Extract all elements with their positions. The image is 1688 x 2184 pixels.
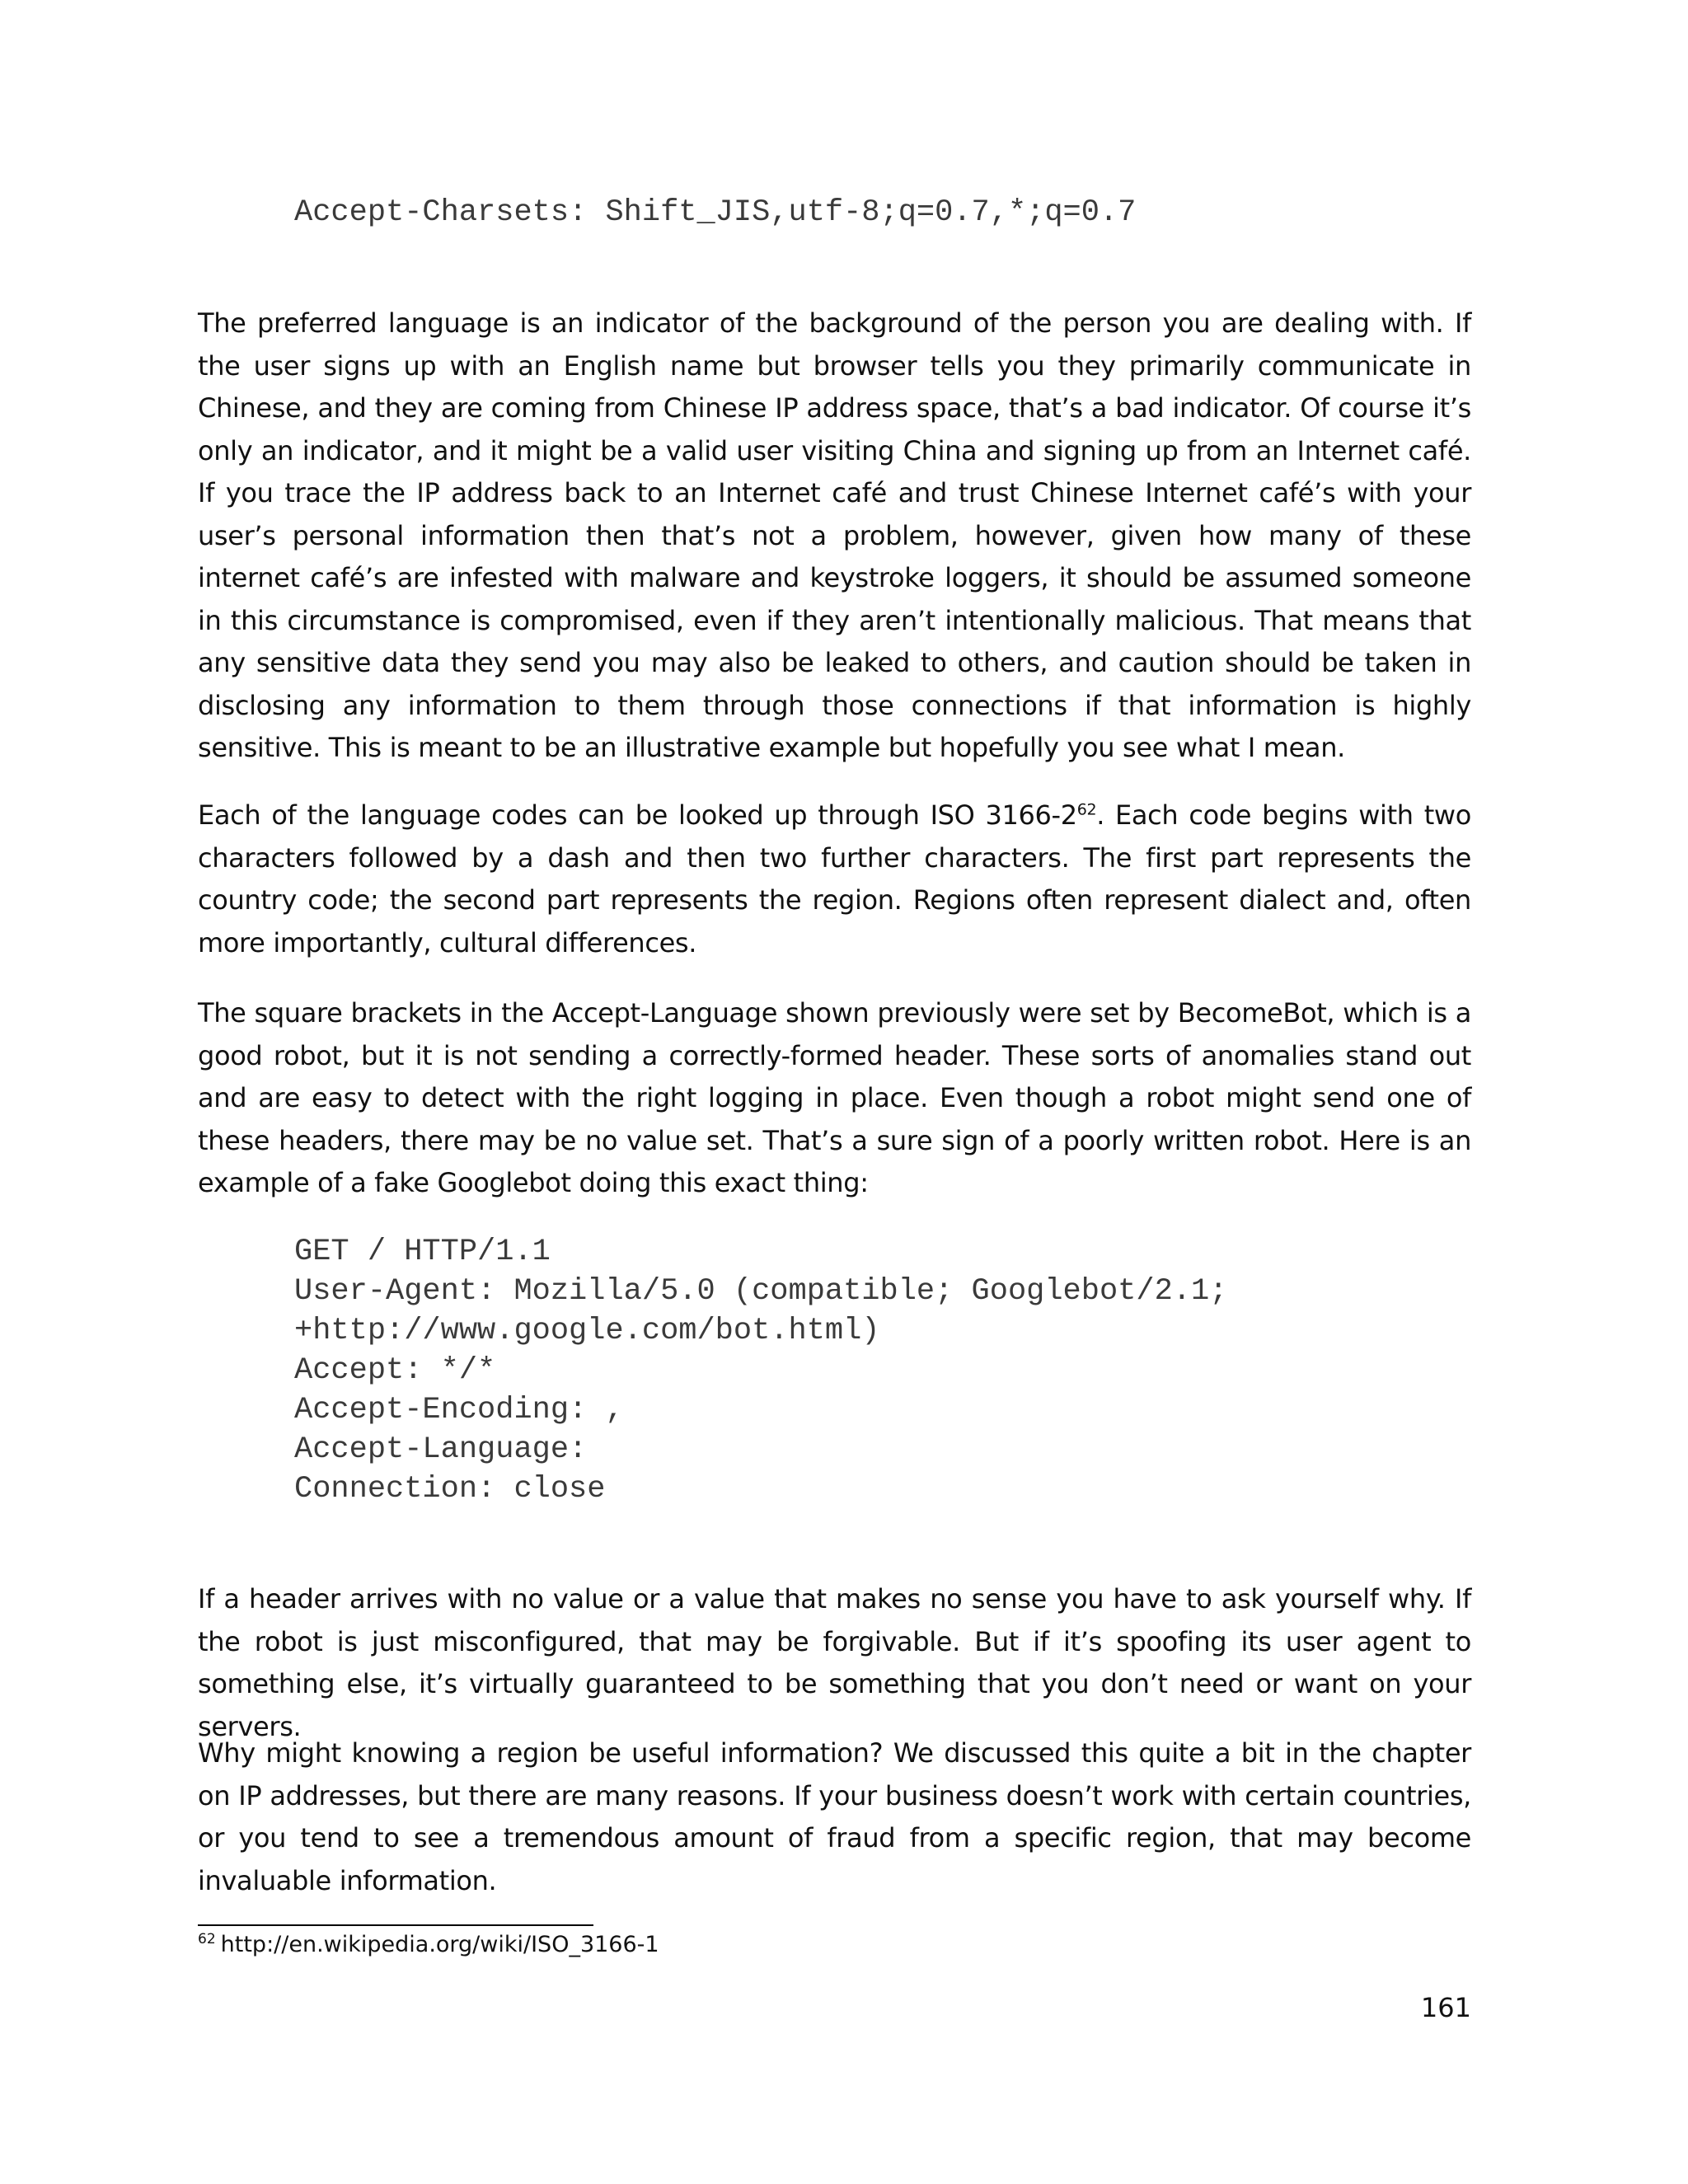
code-line: Connection: close	[294, 1472, 606, 1507]
footnote-divider	[198, 1924, 593, 1926]
code-line: Accept-Encoding: ,	[294, 1393, 624, 1427]
paragraph-header-no-value: If a header arrives with no value or a value that makes no sense you have to ask yourself why. If the robot is just misconfigured, that may be forgivable. But if it’s spoofing its user agent to something else, it’s virtually guaranteed to be something that you don’t need or want on your servers.	[198, 1583, 1471, 1742]
code-line: User-Agent: Mozilla/5.0 (compatible; Googlebot/2.1;	[294, 1274, 1228, 1309]
code-line: Accept: */*	[294, 1353, 496, 1388]
footnote-link[interactable]: http://en.wikipedia.org/wiki/ISO_3166-1	[220, 1932, 659, 1957]
paragraph-text: . Each code begins with two characters followed by a dash and then two further characters. The first part represents the country code; the second part represents the region. Regions often represent dialect and, often more importantly, cultural differences.	[198, 799, 1471, 958]
code-block-fake-googlebot	[294, 1232, 1227, 1509]
code-line: Accept-Charsets: Shift_JIS,utf-8;q=0.7,*;q=0.7	[294, 195, 1137, 230]
footnote	[198, 1927, 659, 1963]
footnote-reference: 62	[1076, 800, 1097, 819]
paragraph-region-useful: Why might knowing a region be useful information? We discussed this quite a bit in the chapter on IP addresses, but there are many reasons. If your business doesn’t work with certain countries, or you tend to see a tremendous amount of fraud from a specific region, that may become invaluable information.	[198, 1737, 1471, 1896]
paragraph-text: Each of the language codes can be looked up through ISO 3166-2	[198, 799, 1077, 831]
code-line: GET / HTTP/1.1	[294, 1235, 551, 1269]
paragraph-language-codes	[198, 794, 1471, 964]
page-number: 161	[1420, 1992, 1471, 2023]
paragraph-square-brackets: The square brackets in the Accept-Language shown previously were set by BecomeBot, which is a good robot, but it is not sending a correctly-formed header. These sorts of anomalies stand out and are easy to detect with the right logging in place. Even though a robot might send one of these headers, there may be no value set. That’s a sure sign of a poorly written robot. Here is an example of a fake Googlebot doing this exact thing:	[198, 997, 1471, 1198]
paragraph-preferred-language: The preferred language is an indicator of the background of the person you are dealing with. If the user signs up with an English name but browser tells you they primarily communicate in Chinese, and they are coming from Chinese IP address space, that’s a bad indicator. Of course it’s only an indicator, and it might be a valid user visiting China and signing up from an Internet café. If you trace the IP address back to an Internet café and trust Chinese Internet café’s with your user’s personal information then that’s not a problem, however, given how many of these internet café’s are infested with malware and keystroke loggers, it should be assumed someone in this circumstance is compromised, even if they aren’t intentionally malicious. That means that any sensitive data they send you may also be leaked to others, and caution should be taken in disclosing any information to them through those connections if that information is highly sensitive. This is meant to be an illustrative example but hopefully you see what I mean.	[198, 307, 1471, 763]
footnote-number: 62	[198, 1931, 216, 1947]
code-line: Accept-Language:	[294, 1432, 588, 1467]
code-line: +http://www.google.com/bot.html)	[294, 1314, 880, 1348]
code-block-accept-charsets	[294, 193, 1136, 232]
